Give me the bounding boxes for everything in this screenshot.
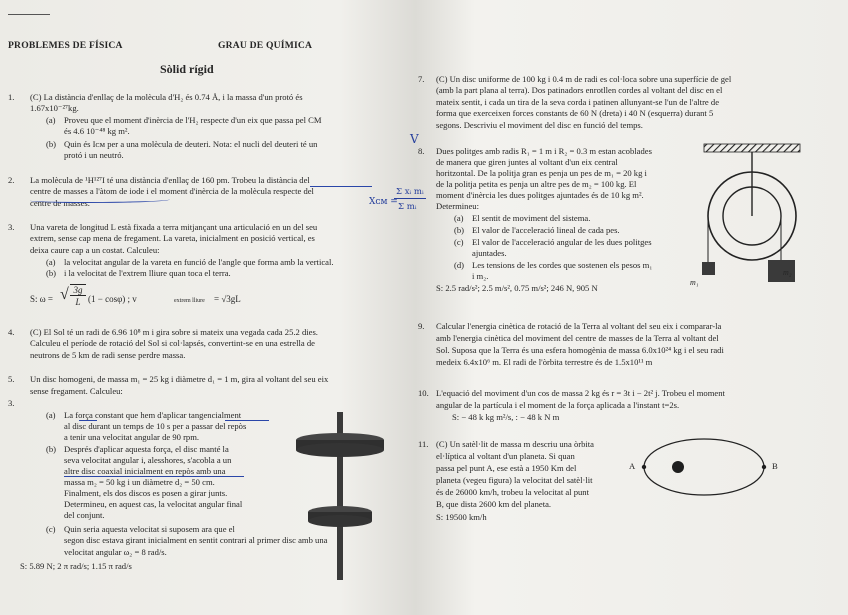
problem-7-number: 7. [418,74,425,84]
problem-4-line-3: neutrons de 5 km de radi sense perdre massa. [30,350,186,360]
pen-underline-altre-disc [64,476,244,477]
problem-1b-line-1: Quin és Iᴄᴍ per a una molècula de deuteri. Nota: el nucli del deuteri té un [64,139,318,149]
ceiling-support [704,144,800,152]
problem-11-line-6: B, que dista 2600 km del planeta. [436,499,552,509]
pen-underline-centre-masses [30,197,170,203]
problem-5b-line-3: altre disc coaxial inicialment en repòs amb una [64,466,226,476]
problem-5-line-1: Un disc homogeni, de massa m₁ = 25 kg i diàmetre d₁ = 1 m, gira al voltant del seu eix [30,374,329,384]
sqrt-sign: √ [60,286,69,303]
mass-m1-block [702,262,715,275]
problem-10-line-2: angular de la partícula i el moment de la força aplicada a l'instant t=2s. [436,400,680,410]
problem-8-solution: S: 2.5 rad/s²; 2.5 m/s², 0.75 m/s²; 246 N, 905 N [436,283,598,293]
problem-7-line-3: mateix sentit, i cada un tira de la seva corda i patinen allunyant-se l'un de l'altre de [436,97,720,107]
problem-11-line-4: planeta (vegeu figura) la velocitat del satèl·lit [436,475,593,485]
problem-5a-line-1: La força constant que hem d'aplicar tangencialment [64,410,242,420]
problem-1a-line-2: és 4.6 10⁻⁴⁸ kg m². [64,126,130,136]
problem-8c-line-1: El valor de l'acceleració angular de les dues politges [472,237,652,247]
problem-3a-label: (a) [46,257,56,267]
problem-5b-line-4: massa m₂ = 50 kg i un diàmetre d₂ = 50 cm. [64,477,215,487]
problem-3-number: 3. [8,222,15,232]
problem-2-line-2: centre de masses a l'àtom de iode i el moment d'inèrcia de la molècula respecte del [30,186,314,196]
pen-underline-forca [79,420,97,421]
problem-11-solution: S: 19500 km/h [436,512,487,522]
problem-10-line-1: L'equació del moviment d'un cos de massa 2 kg és r = 3t i − 2t² j. Trobeu el moment [436,388,725,398]
problem-8d-line-1: Les tensions de les cordes que sostenen els pesos m₁ [472,260,653,270]
problem-6-number-fragment: 3. [8,398,15,408]
label-point-b: B [772,461,778,471]
solution-3-rest: (1 − cosφ) ; v [88,294,137,304]
problem-11-line-1: (C) Un satèl·lit de massa m descriu una òrbita [436,439,594,449]
problem-9-line-1: Calcular l'energia cinètica de rotació de la Terra al voltant del seu eix i comparar-la [436,321,722,331]
problem-5c-line-1: Quin seria aquesta velocitat si suposem ara que el [64,524,235,534]
problem-5a-line-2: al disc durant un temps de 10 s per a passar del repòs [64,421,247,431]
problem-1-line-2: 1.67x10⁻²⁷kg. [30,103,79,113]
problem-5c-line-2: segon disc estava girant inicialment en sentit contrari al primer disc amb una [64,535,328,545]
problem-1a-line-1: Proveu que el moment d'inèrcia de l'H₂ respecte d'un eix que passa pel CM [64,115,322,125]
problem-5-line-2: sense fregament. Calculeu: [30,386,123,396]
problem-7-line-1: (C) Un disc uniforme de 100 kg i 0.4 m de radi es col·loca sobre una superfície de gel [436,74,732,84]
problem-1-number: 1. [8,92,15,102]
problem-5b-label: (b) [46,444,57,454]
solution-3-prefix: S: ω = [30,294,54,304]
problem-1b-line-2: protó i un neutró. [64,150,124,160]
problem-8-line-4: de la politja petita es penja un altre pes de m₂ = 100 kg. El [436,179,637,189]
problem-8b-label: (b) [454,225,465,235]
handwritten-cm-numerator: Σ xᵢ mᵢ [396,187,424,197]
pen-underline-distancia [310,186,372,187]
problem-11-line-2: el·líptica al voltant d'un planeta. Si quan [436,451,575,461]
problem-5a-label: (a) [46,410,56,420]
point-a-dot [642,465,646,469]
degree-name: GRAU DE QUÍMICA [218,40,313,51]
problem-3b-line: i la velocitat de l'extrem lliure quan toca el terra. [64,268,231,278]
problem-5-number: 5. [8,374,15,384]
problem-8-line-5: moment d'inèrcia les dues politges ajuntades és de 10 kg m². [436,190,644,200]
pen-underline-tangencialment [225,420,269,421]
solution-3-sub: extrem lliure [174,298,205,304]
problem-5b-line-1: Després d'aplicar aquesta força, el disc manté la [64,444,229,454]
label-m1: m₁ [690,278,699,287]
problem-3-line-2: extrem, sense cap mena de fregament. La vareta, inicialment en posició vertical, es [30,233,315,243]
problem-4-number: 4. [8,327,15,337]
problem-7-line-2: (amb la part plana al terra). Dos patinadors enrotllen cordes al voltant del disc en el [436,85,723,95]
problem-1b-label: (b) [46,139,57,149]
problem-2-line-1: La molècula de ¹H¹²⁷I té una distància d'enllaç de 160 pm. Trobeu la distància del [30,175,310,185]
problem-7-line-4: forma que exerceixen forces constants de 60 N (dreta) i 40 N (esquerra) durant 5 [436,108,714,118]
disc-1-bottom [296,443,384,457]
top-edge-mark [8,14,50,15]
problem-1a-label: (a) [46,115,56,125]
problem-5b-line-5: Finalment, els dos discos es posen a girar junts. [64,488,228,498]
problem-10-number: 10. [418,388,429,398]
problem-11-line-3: passa pel punt A, ese està a 1950 Km del [436,463,577,473]
problem-9-line-3: Sol. Suposa que la Terra és una esfera homogènia de massa 6.0x10²⁴ kg i el seu radi [436,345,724,355]
problem-5c-line-3: velocitat angular ω₂ = 8 rad/s. [64,547,167,557]
label-m2: m₂ [783,268,792,277]
point-b-dot [762,465,766,469]
problem-9-number: 9. [418,321,425,331]
coaxial-discs-figure [290,412,390,582]
problem-8d-label: (d) [454,260,465,270]
problem-8d-line-2: i m₂. [472,271,489,281]
problem-10-solution: S: − 48 k kg m²/s, : − 48 k N m [452,412,560,422]
problem-3b-label: (b) [46,268,57,278]
problem-5a-line-3: a tenir una velocitat angular de 90 rpm. [64,432,200,442]
problem-3a-line: la velocitat angular de la vareta en funció de l'angle que forma amb la vertical. [64,257,334,267]
problem-5b-line-6: Determineu, en aquest cas, la velocitat angular final [64,499,243,509]
handwritten-cm-label: Xᴄᴍ = [369,197,398,207]
problem-9-line-4: medeix 6.4x10⁶ m. El radi de l'òrbita terrestre és de 1.5x10¹¹ m [436,357,653,367]
problem-11-number: 11. [418,439,429,449]
label-point-a: A [629,461,636,471]
elliptical-orbit [644,439,764,495]
problem-5c-label: (c) [46,524,56,534]
pulley-figure [694,142,814,292]
problem-4-line-2: Calculeu el període de rotació del Sol si col·lapsés, convertint-se en una estrella de [30,338,315,348]
problem-8b-line: El valor de l'acceleració lineal de cada pes. [472,225,620,235]
planet-dot [672,461,684,473]
problem-8-line-6: Determineu: [436,201,479,211]
problem-5b-line-2: seva velocitat angular i, alesshores, s'acobla a un [64,455,232,465]
problem-8c-line-2: ajuntades. [472,248,507,258]
solution-3-tail: = √3gL [214,294,241,304]
problem-3-line-1: Una vareta de longitud L està fixada a terra mitjançant una articulació en un del seu [30,222,318,232]
solution-3-frac-top: 3g [70,284,86,296]
handwritten-cm-denominator: Σ mᵢ [398,202,417,212]
problem-2-line-3: centre de masses. [30,198,90,208]
problem-4-line-1: (C) El Sol té un radi de 6.96 10⁸ m i gira sobre si mateix una vegada cada 25.2 dies. [30,327,318,337]
orbit-figure [640,435,770,501]
course-name: PROBLEMES DE FÍSICA [8,40,123,51]
problem-8a-line: El sentit de moviment del sistema. [472,213,591,223]
problem-8-number: 8. [418,146,425,156]
problem-1-line-1: (C) La distància d'enllaç de la molècula d'H₂ és 0.74 Å, i la massa d'un protó és [30,92,303,102]
handwritten-check: V [410,132,419,146]
problem-11-line-5: és de 26000 km/h, trobeu la velocitat al punt [436,487,589,497]
solution-3-frac-bottom: L [75,297,81,307]
problem-8c-label: (c) [454,237,464,247]
problem-5-solution: S: 5.89 N; 2 π rad/s; 1.15 π rad/s [20,561,132,571]
problem-9-line-2: amb l'energia cinètica del moviment del centre de masses de la Terra al voltant del [436,333,719,343]
problem-8-line-1: Dues politges amb radis R₁ = 1 m i R₂ = 0.3 m estan acoblades [436,146,652,156]
problem-7-line-5: segons. Descriviu el moviment del disc en funció del temps. [436,120,643,130]
problem-3-line-3: deixa caure cap a un costat. Calculeu: [30,245,160,255]
page-title: Sòlid rígid [160,62,214,76]
problem-2-number: 2. [8,175,15,185]
problem-8-line-2: de manera que giren juntes al voltant d'un eix central [436,157,618,167]
disc-2-bottom [308,515,372,527]
problem-5b-line-7: del conjunt. [64,510,105,520]
problem-8a-label: (a) [454,213,464,223]
problem-8-line-3: horitzontal. De la politja gran es penja un pes de m₁ = 20 kg i [436,168,647,178]
